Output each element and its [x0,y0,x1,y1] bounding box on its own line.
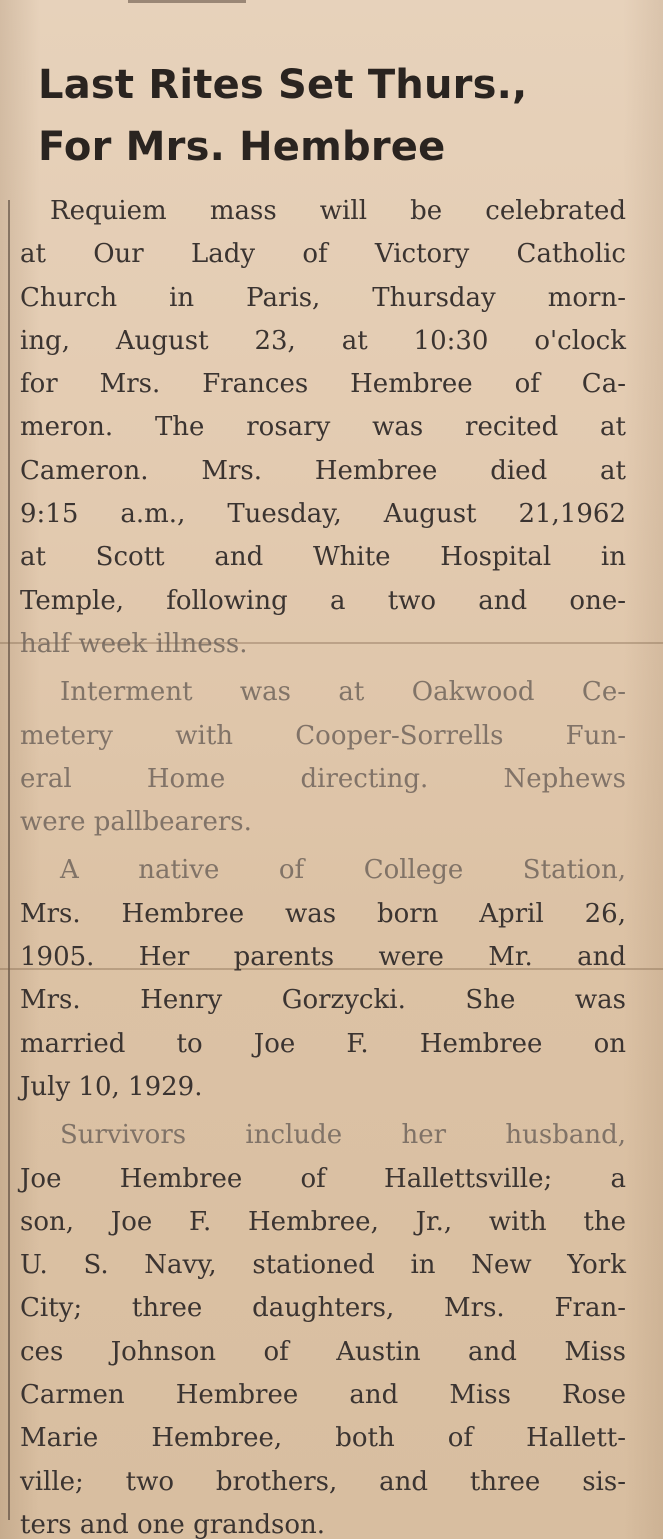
article-line: were pallbearers. [20,807,252,838]
article-line: eral Home directing. Nephews [20,763,626,794]
article-line: Mrs. Hembree was born April 26, [20,898,626,929]
article-line: Church in Paris, Thursday morn- [20,282,626,313]
article-line: Survivors include her husband, [60,1120,626,1151]
paragraph-biography [20,849,626,1109]
article-line: Carmen Hembree and Miss Rose [20,1380,626,1411]
article-line: 9:15 a.m., Tuesday, August 21,1962 [20,499,626,530]
article-line: ces Johnson of Austin and Miss [20,1336,626,1367]
paragraph-survivors [20,1114,626,1539]
article-line: Requiem mass will be celebrated [50,196,626,226]
headline-line-2: For Mrs. Hembree [38,124,446,170]
article-line: Interment was at Oakwood Ce- [60,677,626,708]
article-line: Cameron. Mrs. Hembree died at [20,455,626,486]
article-line: meron. The rosary was recited at [20,412,626,443]
article-line: metery with Cooper-Sorrells Fun- [20,720,626,751]
article-line: son, Joe F. Hembree, Jr., with the [20,1206,626,1237]
article-body [20,190,626,1539]
article-line: Marie Hembree, both of Hallett- [20,1423,626,1454]
article-line: ing, August 23, at 10:30 o'clock [20,325,626,356]
headline-line-1: Last Rites Set Thurs., [38,62,528,108]
article-line: City; three daughters, Mrs. Fran- [20,1293,626,1324]
article-line: Temple, following a two and one- [20,585,626,616]
article-line: ters and one grandson. [20,1509,326,1539]
article-line: U. S. Navy, stationed in New York [20,1250,626,1281]
article-line: married to Joe F. Hembree on [20,1028,626,1059]
paragraph-interment [20,671,626,844]
paragraph-service [20,190,626,666]
article-line: 1905. Her parents were Mr. and [20,942,626,973]
article-line: A native of College Station, [60,855,626,886]
article-line: July 10, 1929. [20,1071,203,1102]
article-line: Joe Hembree of Hallettsville; a [20,1163,626,1194]
column-rule [8,200,10,1520]
article-line: at Our Lady of Victory Catholic [20,239,626,270]
headline [38,54,638,178]
article-line: at Scott and White Hospital in [20,542,626,573]
article-line: half week illness. [20,628,248,659]
article-line: ville; two brothers, and three sis- [20,1466,626,1497]
article-line: Mrs. Henry Gorzycki. She was [20,985,626,1016]
article-line: for Mrs. Frances Hembree of Ca- [20,369,626,400]
top-edge-mark [128,0,246,3]
